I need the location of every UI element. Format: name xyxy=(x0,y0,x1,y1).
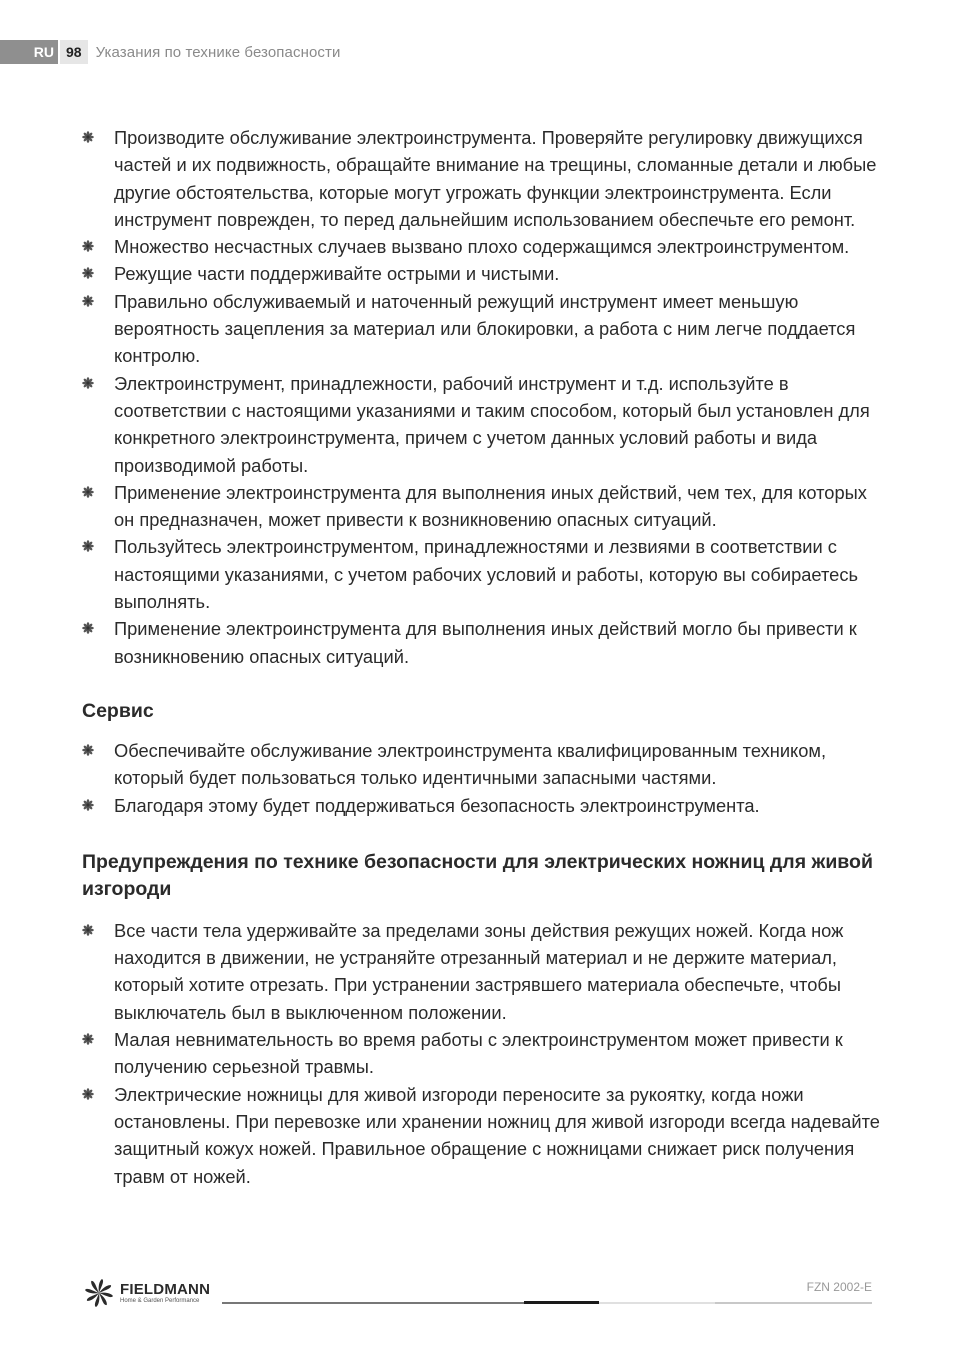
footer-rule-mid xyxy=(599,1302,715,1304)
list-item xyxy=(82,917,882,1026)
bullet-icon xyxy=(82,1033,94,1045)
page-header xyxy=(0,40,340,64)
bullet-icon xyxy=(82,1088,94,1100)
list-item xyxy=(82,288,882,370)
list-item xyxy=(82,533,882,615)
list-item xyxy=(82,233,882,260)
list-item-text: Все части тела удерживайте за пределами зоны действия режущих ножей. Когда нож находится в движении, не устраняйте отрезанный материал и не держите материал, который хотите отрезать. При устранении застрявшего материала обеспечьте, чтобы выключатель был в выключенном положении. xyxy=(114,919,844,1023)
footer-rule-dark xyxy=(524,1301,599,1304)
bullet-icon xyxy=(82,622,94,634)
list-item-text: Электрические ножницы для живой изгороди переносите за рукоятку, когда ножи остановлены. При перевозке или хранении ножниц для живой изгороди всегда надевайте защитный кожух ножей. Правильное обращение с ножницами снижает риск получения травм от ножей. xyxy=(114,1083,880,1187)
list-item xyxy=(82,737,882,792)
language-badge: RU xyxy=(0,40,58,64)
bullet-icon xyxy=(82,744,94,756)
safety-list-service xyxy=(82,737,882,819)
bullet-icon xyxy=(82,240,94,252)
footer-rule-right xyxy=(715,1302,872,1304)
model-number: FZN 2002-E xyxy=(806,1280,872,1294)
brand-name: FIELDMANN xyxy=(120,1280,211,1298)
safety-list-hedge-trimmer xyxy=(82,917,882,1190)
list-item-text: Электроинструмент, принадлежности, рабочий инструмент и т.д. используйте в соответствии с настоящими указаниями и таким способом, который был установлен для конкретного электроинструмента, причем с учетом данных условий работы и вида производимой работы. xyxy=(114,372,870,476)
list-item xyxy=(82,615,882,670)
bullet-icon xyxy=(82,267,94,279)
safety-list-maintenance xyxy=(82,124,882,670)
list-item-text: Режущие части поддерживайте острыми и чистыми. xyxy=(114,263,560,285)
brand-logo xyxy=(82,1278,210,1308)
bullet-icon xyxy=(82,295,94,307)
list-item xyxy=(82,1081,882,1190)
page-footer xyxy=(82,1278,872,1312)
list-item xyxy=(82,124,882,233)
list-item xyxy=(82,479,882,534)
list-item xyxy=(82,1026,882,1081)
list-item-text: Благодаря этому будет поддерживаться безопасность электроинструмента. xyxy=(114,794,760,816)
bullet-icon xyxy=(82,131,94,143)
header-title: Указания по технике безопасности xyxy=(95,43,341,61)
list-item-text: Малая невнимательность во время работы с электроинструментом может привести к получению серьезной травмы. xyxy=(114,1029,843,1078)
page-number: 98 xyxy=(60,40,88,64)
list-item xyxy=(82,260,882,287)
list-item-text: Пользуйтесь электроинструментом, принадлежностями и лезвиями в соответствии с настоящими указаниями, с учетом рабочих условий и работы, которую вы собираетесь выполнять. xyxy=(114,536,858,613)
list-item-text: Множество несчастных случаев вызвано плохо содержащимся электроинструментом. xyxy=(114,236,850,258)
bullet-icon xyxy=(82,924,94,936)
list-item-text: Применение электроинструмента для выполнения иных действий могло бы привести к возникновению опасных ситуаций. xyxy=(114,618,857,667)
list-item-text: Применение электроинструмента для выполнения иных действий, чем тех, для которых он предназначен, может привести к возникновению опасных ситуаций. xyxy=(114,481,867,531)
fan-logo-icon xyxy=(82,1278,116,1308)
bullet-icon xyxy=(82,540,94,552)
bullet-icon xyxy=(82,486,94,498)
list-item-text: Производите обслуживание электроинструмента. Проверяйте регулировку движущихся частей и их подвижность, обращайте внимание на трещины, сломанные детали и любые другие обстоятельства, которые могут угрожать функции электроинструмента. Если инструмент поврежден, то перед дальнейшим использованием обеспечьте его ремонт. xyxy=(114,127,877,230)
section-heading-hedge-trimmer-warnings: Предупреждения по технике безопасности для электрических ножниц для живой изгороди xyxy=(82,850,873,900)
list-item xyxy=(82,792,882,819)
list-item xyxy=(82,370,882,479)
main-content xyxy=(82,124,882,1190)
section-heading-service: Сервис xyxy=(82,699,154,722)
bullet-icon xyxy=(82,377,94,389)
list-item-text: Обеспечивайте обслуживание электроинструмента квалифицированным техником, который будет пользоваться только идентичными запасными частями. xyxy=(114,739,827,789)
list-item-text: Правильно обслуживаемый и наточенный режущий инструмент имеет меньшую вероятность зацепления за материал или блокировки, а работа с ним легче поддается контролю. xyxy=(114,290,856,367)
bullet-icon xyxy=(82,799,94,811)
brand-tagline: Home & Garden Performance xyxy=(120,1297,200,1304)
footer-rule-left xyxy=(222,1302,524,1304)
